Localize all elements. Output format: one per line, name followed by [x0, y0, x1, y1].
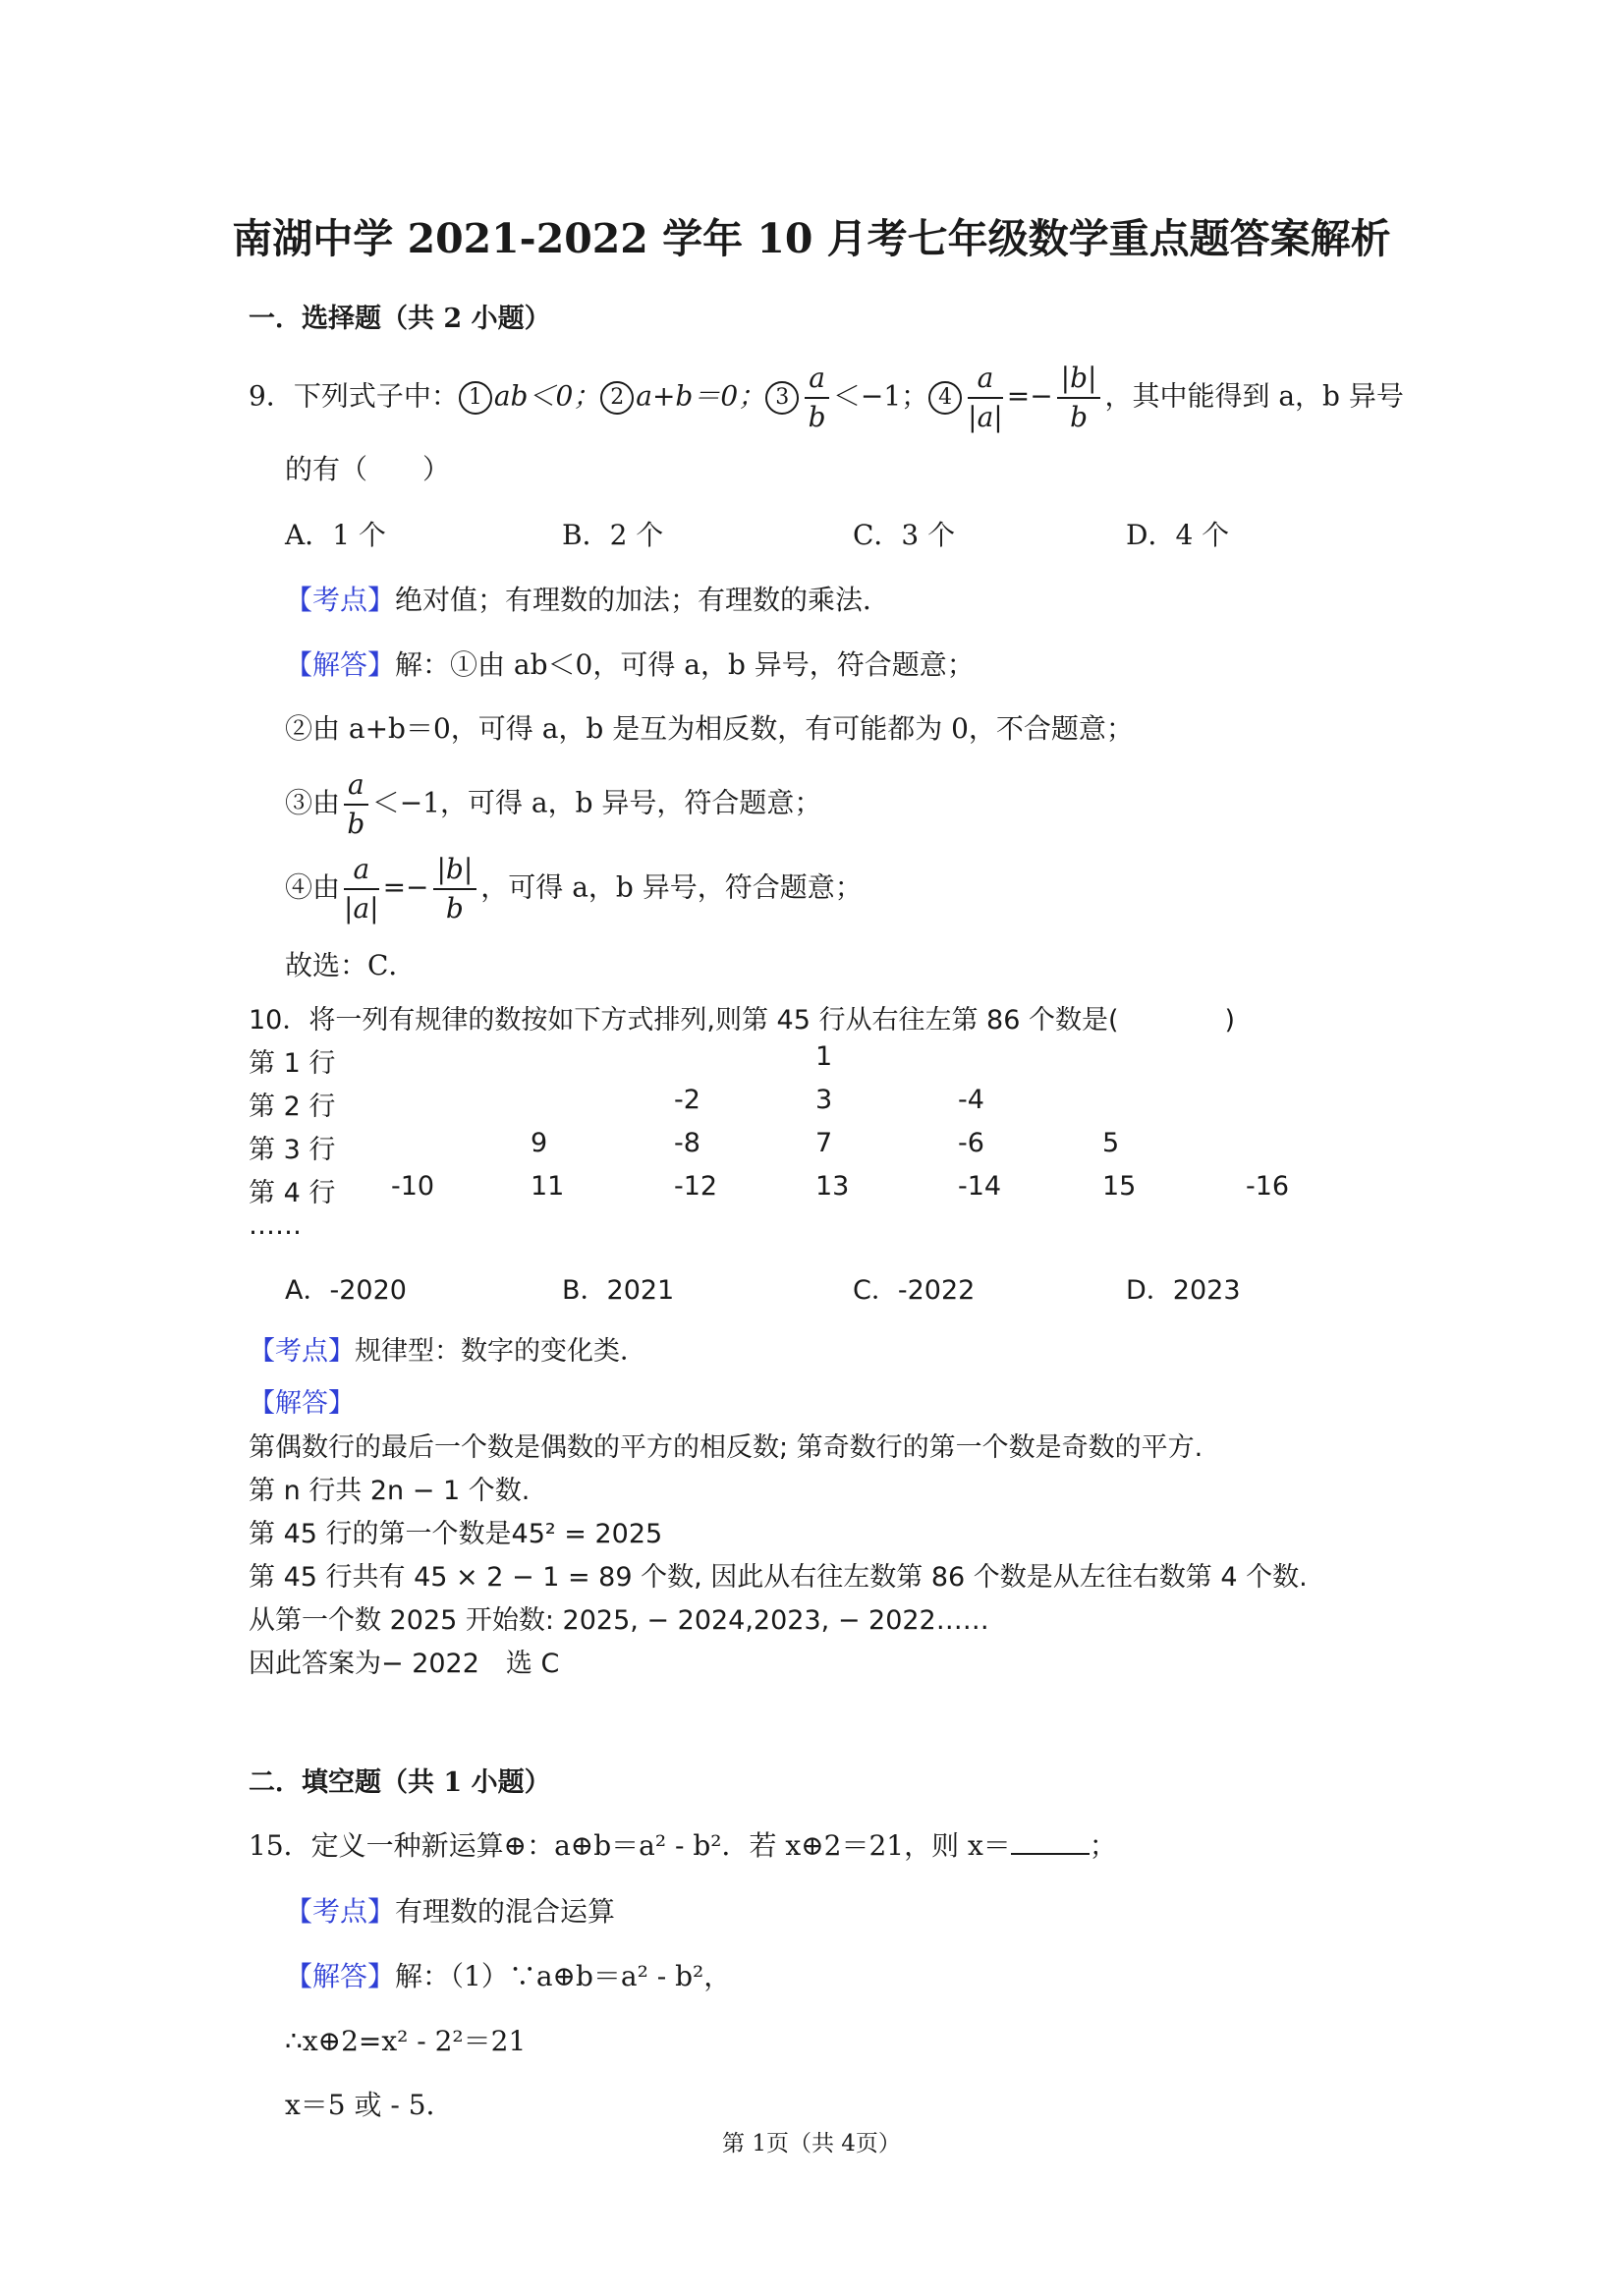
line4-suffix: ，可得 a，b 异号，符合题意； — [480, 870, 863, 904]
stem-text: 15．定义一种新运算⊕：a⊕b＝a² - b²．若 x⊕2＝21，则 x＝ — [249, 1829, 1011, 1862]
jieda-tag: 【解答】 — [285, 1960, 396, 1992]
q15-jieda-line2: ∴x⊕2=x² - 2²＝21 — [285, 2025, 527, 2057]
fraction-a-over-abs-a: $\frac{a}{|a|}$ — [344, 853, 379, 924]
fraction-a-over-b: $\frac{a}{b}$ — [344, 766, 368, 843]
q9-kaodian — [285, 579, 890, 618]
page-footer: 第 1页（共 4页） — [722, 2131, 901, 2156]
jieda-text: 解：（1）∵a⊕b＝a² - b²， — [395, 1960, 732, 1992]
section-heading-choice: 一．选择题（共 2 小题） — [249, 304, 551, 334]
option-d: D．2023 — [1126, 1275, 1241, 1306]
circled-3-icon: 3 — [765, 381, 799, 415]
line3-suffix: ＜−1，可得 a，b 异号，符合题意； — [371, 786, 822, 819]
q9-jieda-line1 — [285, 644, 975, 683]
question-10-stem: 10．将一列有规律的数按如下方式排列,则第 45 行从右往左第 86 个数是( ) — [249, 1005, 1236, 1036]
question-9-stem — [249, 360, 1404, 433]
q15-kaodian — [285, 1890, 615, 1930]
kaodian-tag: 【考点】 — [285, 1895, 396, 1928]
row-label-4: 第 4 行 — [249, 1178, 336, 1208]
kaodian-tag: 【考点】 — [285, 584, 396, 616]
q10-jieda-tag: 【解答】 — [249, 1388, 355, 1419]
page-title: 南湖中学 2021-2022 学年 10 月考七年级数学重点题答案解析 — [232, 215, 1391, 262]
q15-jieda-line1 — [285, 1955, 731, 1994]
circled-1-icon: 1 — [459, 381, 492, 415]
row3-cell: 9 — [531, 1128, 548, 1158]
q9-jieda-line4 — [285, 851, 863, 924]
stem-end: ； — [1089, 1829, 1117, 1862]
kaodian-text: 规律型：数字的变化类． — [355, 1336, 646, 1367]
question-15-stem — [249, 1824, 1117, 1864]
kaodian-text: 绝对值；有理数的加法；有理数的乘法． — [395, 584, 891, 616]
option-a: A．1 个 — [285, 519, 386, 551]
row1-cell: 1 — [815, 1041, 833, 1072]
q15-jieda-line3: x＝5 或 - 5． — [285, 2089, 454, 2121]
fraction-abs-b-over-b: $\frac{|b|}{b}$ — [433, 851, 477, 927]
row2-cell: 3 — [815, 1085, 833, 1115]
row2-cell: -2 — [674, 1085, 700, 1115]
statement-4-eq: =− — [1006, 379, 1053, 413]
q9-jieda-line3 — [285, 766, 822, 840]
line4-prefix: ④由 — [285, 870, 341, 904]
q9-jieda-line2: ②由 a+b＝0，可得 a，b 是互为相反数，有可能都为 0，不合题意； — [285, 712, 1134, 745]
row-label-1: 第 1 行 — [249, 1048, 336, 1079]
question-number: 9． — [249, 379, 294, 413]
row3-cell: -8 — [674, 1128, 700, 1158]
jieda-text: 解：①由 ab＜0，可得 a，b 异号，符合题意； — [395, 648, 975, 681]
q10-jieda-line: 第 45 行共有 45 × 2 − 1 = 89 个数, 因此从右往左数第 86 个数是从左往右数第 4 个数. — [249, 1562, 1308, 1593]
q10-jieda-line: 因此答案为− 2022 选 C — [249, 1649, 560, 1679]
stem-prefix: 下列式子中： — [293, 379, 459, 413]
row3-cell: 5 — [1102, 1128, 1120, 1158]
row4-cell: -10 — [391, 1171, 435, 1202]
ellipsis: …… — [249, 1210, 302, 1241]
stem-suffix: ，其中能得到 a，b 异号 — [1104, 379, 1404, 413]
jieda-tag: 【解答】 — [285, 648, 396, 681]
statement-1: ab＜0； — [493, 379, 601, 413]
option-d: D．4 个 — [1126, 519, 1230, 551]
row4-cell: 11 — [531, 1171, 565, 1202]
fraction-a-over-b: $\frac{a}{b}$ — [805, 360, 829, 436]
fraction-abs-b-over-b: $\frac{|b|}{b}$ — [1057, 360, 1101, 436]
row-label-2: 第 2 行 — [249, 1092, 336, 1122]
circled-4-icon: 4 — [928, 381, 962, 415]
kaodian-tag: 【考点】 — [249, 1336, 355, 1367]
section-heading-fill: 二．填空题（共 1 小题） — [249, 1767, 551, 1798]
row4-cell: -16 — [1246, 1171, 1290, 1202]
q10-kaodian — [249, 1329, 646, 1368]
row-label-3: 第 3 行 — [249, 1135, 336, 1165]
row4-cell: -12 — [674, 1171, 718, 1202]
q10-jieda-line: 第 n 行共 2n − 1 个数. — [249, 1476, 531, 1506]
row3-cell: 7 — [815, 1128, 833, 1158]
circled-2-icon: 2 — [600, 381, 634, 415]
row4-cell: -14 — [958, 1171, 1002, 1202]
q10-jieda-line: 第偶数行的最后一个数是偶数的平方的相反数; 第奇数行的第一个数是奇数的平方. — [249, 1432, 1203, 1463]
line4-eq: =− — [382, 870, 429, 904]
option-c: C．3 个 — [853, 519, 956, 551]
option-b: B．2021 — [562, 1275, 675, 1306]
row2-cell: -4 — [958, 1085, 984, 1115]
row3-cell: -6 — [958, 1128, 984, 1158]
option-a: A．-2020 — [285, 1275, 407, 1306]
option-b: B．2 个 — [562, 519, 664, 551]
statement-3-tail: ＜−1； — [832, 379, 929, 413]
row4-cell: 15 — [1102, 1171, 1137, 1202]
q9-answer: 故选：C． — [285, 949, 417, 981]
row4-cell: 13 — [815, 1171, 850, 1202]
kaodian-text: 有理数的混合运算 — [395, 1895, 616, 1928]
question-9-stem-line2: 的有（ ） — [285, 453, 451, 485]
option-c: C．-2022 — [853, 1275, 976, 1306]
line3-prefix: ③由 — [285, 786, 341, 819]
q10-jieda-line: 从第一个数 2025 开始数: 2025, − 2024,2023, − 2022…… — [249, 1605, 989, 1636]
answer-blank[interactable] — [1011, 1853, 1090, 1855]
statement-2: a+b＝0； — [636, 379, 766, 413]
fraction-a-over-abs-a: $\frac{a}{|a|}$ — [968, 362, 1003, 433]
q10-jieda-line: 第 45 行的第一个数是45² = 2025 — [249, 1519, 663, 1549]
